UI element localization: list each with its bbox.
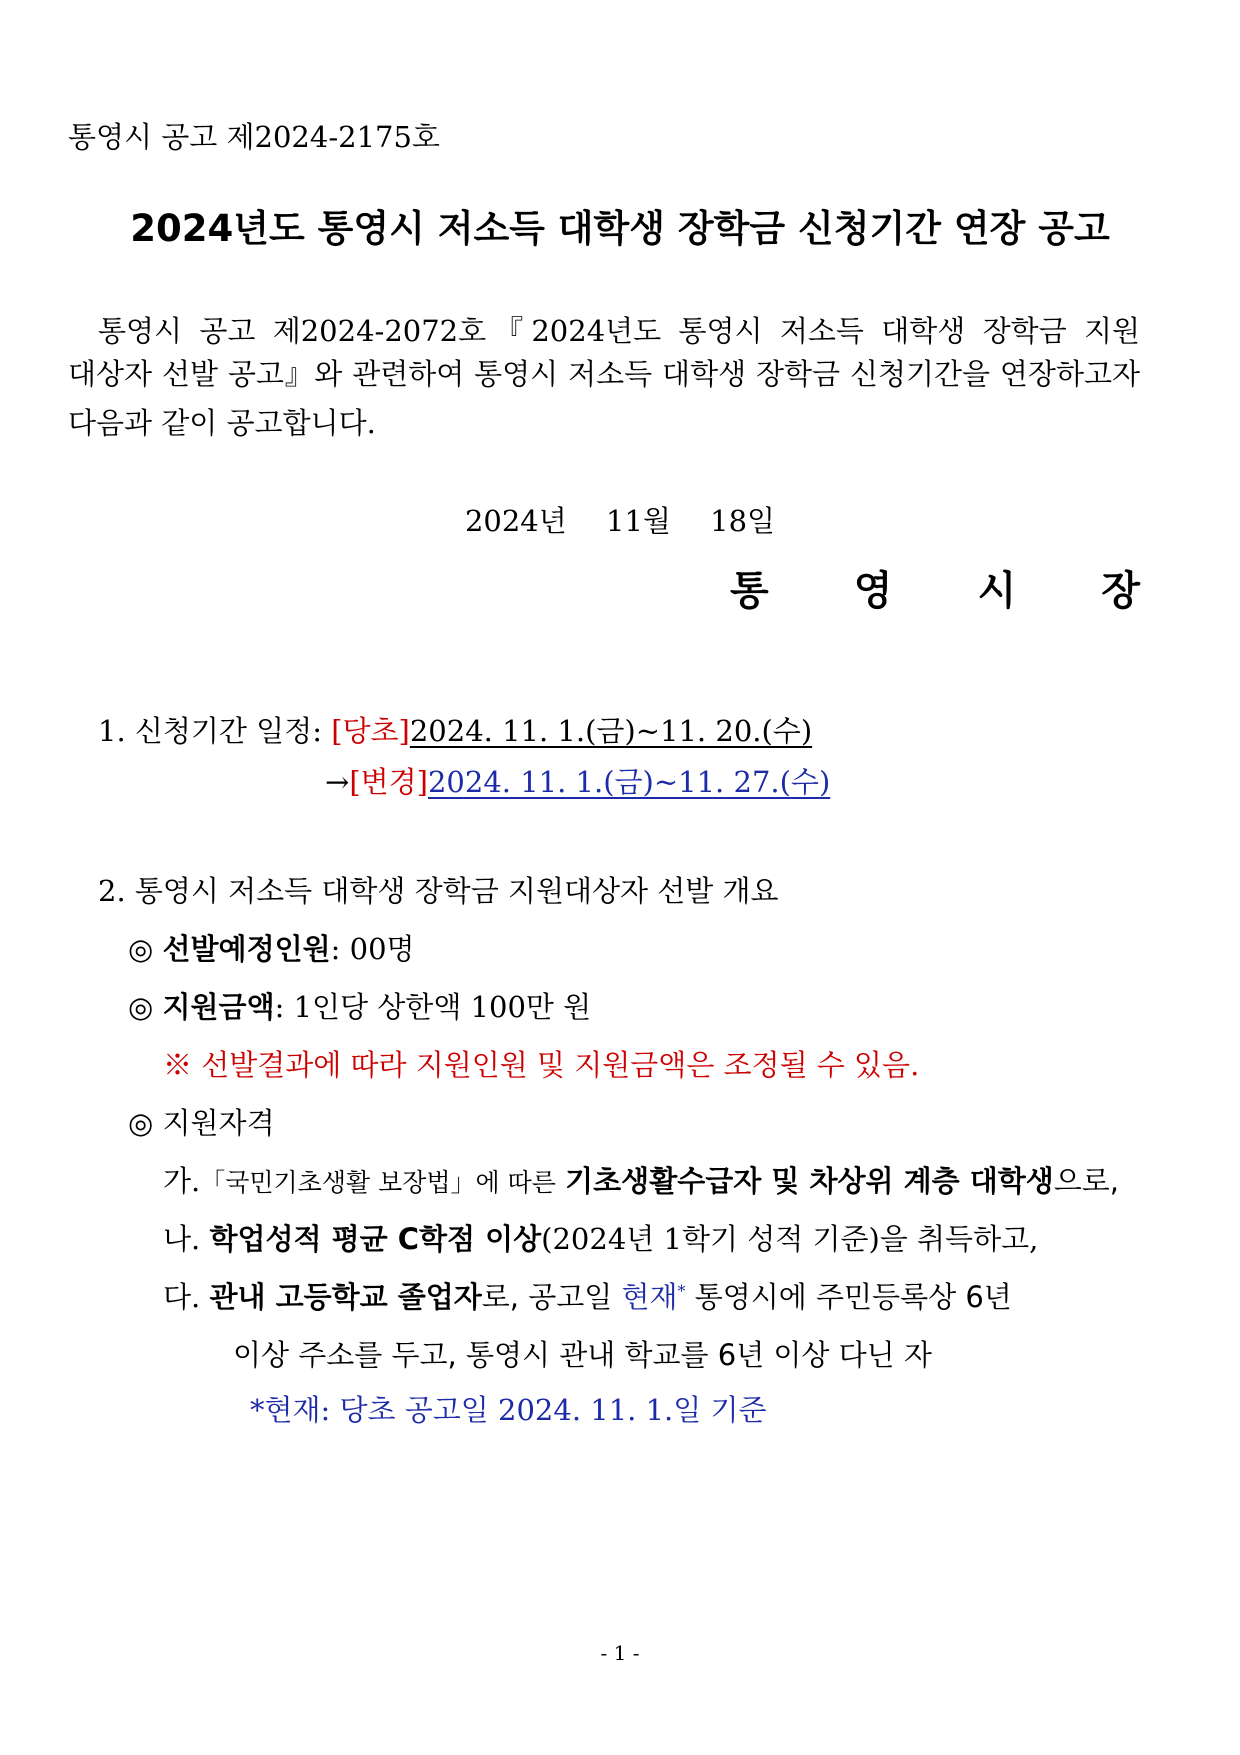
qualification-da xyxy=(163,1278,1140,1316)
notice-date: 2024년 11월 18일 xyxy=(464,504,776,538)
original-period: 2024. 11. 1.(금)~11. 20.(수) xyxy=(409,714,813,748)
na-end: (2024년 1학기 성적 기준)을 취득하고, xyxy=(541,1222,1039,1256)
adjustment-warning: ※ 선발결과에 따라 지원인원 및 지원금액은 조정될 수 있음. xyxy=(163,1048,920,1082)
page-number: - 1 - xyxy=(600,1641,640,1665)
intro-line-2: 대상자 선발 공고』와 관련하여 통영시 저소득 대학생 장학금 신청기간을 연장하고자 xyxy=(68,357,1140,391)
qualification-label: 지원자격 xyxy=(162,1106,275,1140)
qualification-da-line2: 이상 주소를 두고, 통영시 관내 학교를 6년 이상 다닌 자 xyxy=(233,1338,932,1372)
da-mid: 로, 공고일 xyxy=(481,1280,613,1314)
application-period-original xyxy=(98,712,812,750)
item2-heading: 2. 통영시 저소득 대학생 장학금 지원대상자 선발 개요 xyxy=(98,874,779,908)
bullet-icon: ◎ xyxy=(128,990,154,1024)
selection-colon: : xyxy=(330,932,341,966)
na-bold: 학업성적 평균 C학점 이상 xyxy=(209,1222,542,1256)
bullet-icon: ◎ xyxy=(128,1106,154,1140)
da-current: 현재 xyxy=(621,1280,678,1314)
document-title: 2024년도 통영시 저소득 대학생 장학금 신청기간 연장 공고 xyxy=(130,207,1110,250)
ga-bold: 기초생활수급자 및 차상위 계층 대학생 xyxy=(565,1164,1054,1198)
qualification-row xyxy=(128,1104,275,1142)
support-amount-row xyxy=(128,988,591,1026)
footnote: *현재: 당초 공고일 2024. 11. 1.일 기준 xyxy=(250,1393,767,1427)
qualification-ga xyxy=(163,1162,1119,1202)
changed-period: 2024. 11. 1.(금)~11. 27.(수) xyxy=(427,765,831,799)
ga-marker: 가. xyxy=(163,1164,201,1198)
intro-line-3: 다음과 같이 공고합니다. xyxy=(68,406,376,440)
amount-colon: : xyxy=(274,990,285,1024)
na-marker: 나. xyxy=(163,1222,201,1256)
qualification-na xyxy=(163,1220,1038,1258)
item1-label: 1. 신청기간 일정: xyxy=(98,714,322,748)
da-bold: 관내 고등학교 졸업자 xyxy=(209,1280,482,1314)
application-period-changed xyxy=(325,763,830,801)
support-amount-value: 1인당 상한액 100만 원 xyxy=(293,990,592,1024)
notice-number: 통영시 공고 제2024-2175호 xyxy=(68,120,440,154)
original-tag: [당초] xyxy=(331,714,410,748)
da-marker: 다. xyxy=(163,1280,201,1314)
ga-end: 으로, xyxy=(1053,1164,1120,1198)
intro-line-1: 통영시 공고 제2024-2072호『2024년도 통영시 저소득 대학생 장학금 지원 xyxy=(98,314,1140,348)
bullet-icon: ◎ xyxy=(128,932,154,966)
support-amount-label: 지원금액 xyxy=(162,990,275,1024)
changed-tag: [변경] xyxy=(349,765,428,799)
selection-count-value: 00명 xyxy=(349,932,415,966)
issuer-signature: 통 영 시 장 xyxy=(730,568,1140,614)
arrow-icon: → xyxy=(325,765,350,799)
da-star: * xyxy=(677,1281,686,1301)
da-end: 통영시에 주민등록상 6년 xyxy=(694,1280,1012,1314)
selection-count-row xyxy=(128,930,415,968)
selection-count-label: 선발예정인원 xyxy=(162,932,331,966)
ga-law: 「국민기초생활 보장법」에 따른 xyxy=(200,1168,556,1197)
